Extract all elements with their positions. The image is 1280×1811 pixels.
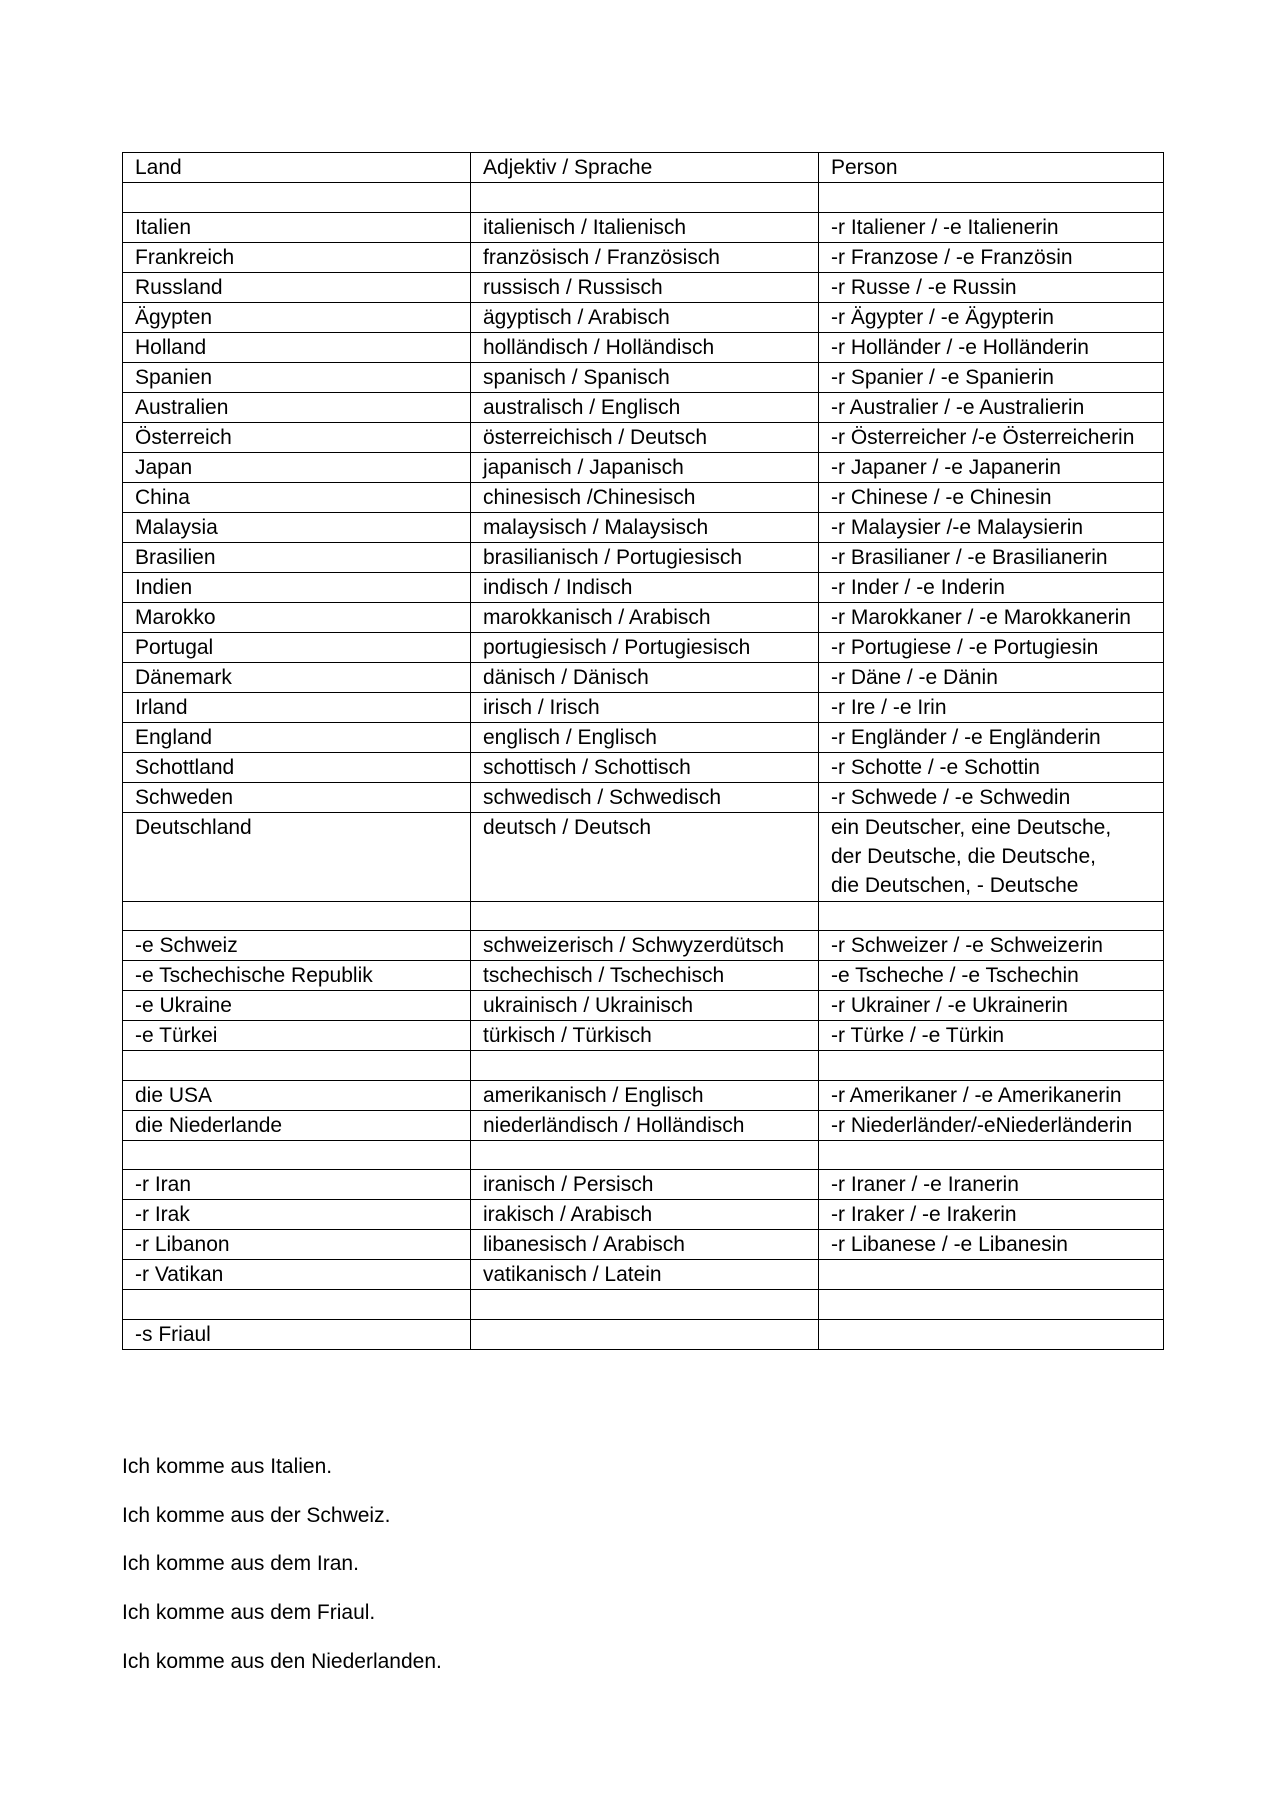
table-row (123, 961, 1164, 991)
table-row (123, 812, 1164, 901)
cell-person: -r Inder / -e Inderin (819, 572, 1164, 602)
person-line: ein Deutscher, eine Deutsche, (831, 815, 1112, 839)
header-person: Person (819, 153, 1164, 183)
table-row (123, 482, 1164, 512)
cell-person: -r Marokkaner / -e Marokkanerin (819, 602, 1164, 632)
cell-adjective: irakisch / Arabisch (471, 1200, 819, 1230)
table-header-row (123, 153, 1164, 183)
table-row (123, 332, 1164, 362)
cell-adjective: ägyptisch / Arabisch (471, 302, 819, 332)
cell-adjective: spanisch / Spanisch (471, 362, 819, 392)
table-row (123, 542, 1164, 572)
cell-land: Malaysia (123, 512, 471, 542)
cell-adjective: iranisch / Persisch (471, 1170, 819, 1200)
table-row (123, 1290, 1164, 1320)
person-line: der Deutsche, die Deutsche, (831, 844, 1096, 868)
table-row (123, 183, 1164, 213)
header-adjective: Adjektiv / Sprache (471, 153, 819, 183)
cell-person: -r Brasilianer / -e Brasilianerin (819, 542, 1164, 572)
cell-adjective: russisch / Russisch (471, 272, 819, 302)
example-sentence: Ich komme aus Italien. (122, 1455, 333, 1478)
cell-adjective: libanesisch / Arabisch (471, 1230, 819, 1260)
cell-land: Schottland (123, 752, 471, 782)
cell-adjective: portugiesisch / Portugiesisch (471, 632, 819, 662)
cell-land: Brasilien (123, 542, 471, 572)
cell-adjective: amerikanisch / Englisch (471, 1080, 819, 1110)
cell-land: -e Schweiz (123, 931, 471, 961)
cell-land: Japan (123, 452, 471, 482)
cell-person: -r Franzose / -e Französin (819, 242, 1164, 272)
cell-land: -r Vatikan (123, 1260, 471, 1290)
cell-person: -r Russe / -e Russin (819, 272, 1164, 302)
cell-person: -r Iraker / -e Irakerin (819, 1200, 1164, 1230)
cell-adjective: deutsch / Deutsch (471, 812, 819, 901)
table-row (123, 452, 1164, 482)
cell-person (819, 1140, 1164, 1170)
cell-person: -r Schweizer / -e Schweizerin (819, 931, 1164, 961)
cell-land: -e Ukraine (123, 991, 471, 1021)
cell-person: -r Österreicher /-e Österreicherin (819, 422, 1164, 452)
example-sentence: Ich komme aus den Niederlanden. (122, 1649, 442, 1673)
cell-adjective: brasilianisch / Portugiesisch (471, 542, 819, 572)
cell-person: -e Tscheche / -e Tschechin (819, 961, 1164, 991)
cell-land: die USA (123, 1080, 471, 1110)
cell-adjective: indisch / Indisch (471, 572, 819, 602)
cell-land: Australien (123, 392, 471, 422)
cell-land: Frankreich (123, 242, 471, 272)
cell-adjective: niederländisch / Holländisch (471, 1110, 819, 1140)
cell-land: Ägypten (123, 302, 471, 332)
cell-land: Marokko (123, 602, 471, 632)
cell-adjective (471, 901, 819, 931)
cell-land: die Niederlande (123, 1110, 471, 1140)
cell-person: -r Schwede / -e Schwedin (819, 782, 1164, 812)
table-row (123, 692, 1164, 722)
table-row (123, 782, 1164, 812)
cell-person (819, 1051, 1164, 1081)
table-row (123, 1051, 1164, 1081)
cell-adjective: schwedisch / Schwedisch (471, 782, 819, 812)
cell-person: -r Italiener / -e Italienerin (819, 212, 1164, 242)
table-row (123, 1200, 1164, 1230)
cell-person: -r Ukrainer / -e Ukrainerin (819, 991, 1164, 1021)
cell-person: -r Malaysier /-e Malaysierin (819, 512, 1164, 542)
cell-adjective: italienisch / Italienisch (471, 212, 819, 242)
cell-land: Russland (123, 272, 471, 302)
example-sentences (122, 1452, 1022, 1695)
cell-land: Irland (123, 692, 471, 722)
cell-land: Holland (123, 332, 471, 362)
cell-person: -r Engländer / -e Engländerin (819, 722, 1164, 752)
cell-land: China (123, 482, 471, 512)
cell-land: Portugal (123, 632, 471, 662)
cell-person: -r Niederländer/-eNiederländerin (819, 1110, 1164, 1140)
cell-land: -e Türkei (123, 1021, 471, 1051)
cell-land: Österreich (123, 422, 471, 452)
cell-person (819, 1319, 1164, 1349)
table-row (123, 602, 1164, 632)
cell-person: -r Ire / -e Irin (819, 692, 1164, 722)
example-sentence: Ich komme aus dem Friaul. (122, 1601, 376, 1625)
cell-land: -r Iran (123, 1170, 471, 1200)
table-row (123, 272, 1164, 302)
cell-adjective: japanisch / Japanisch (471, 452, 819, 482)
table-row (123, 1260, 1164, 1290)
table-row (123, 752, 1164, 782)
cell-adjective: französisch / Französisch (471, 242, 819, 272)
cell-land (123, 1140, 471, 1170)
table-row (123, 662, 1164, 692)
cell-adjective (471, 1319, 819, 1349)
cell-adjective: holländisch / Holländisch (471, 332, 819, 362)
table-row (123, 991, 1164, 1021)
table-row (123, 1080, 1164, 1110)
cell-adjective: marokkanisch / Arabisch (471, 602, 819, 632)
table-row (123, 302, 1164, 332)
cell-person: -r Holländer / -e Holländerin (819, 332, 1164, 362)
cell-person: -r Ägypter / -e Ägypterin (819, 302, 1164, 332)
cell-land: Deutschland (123, 812, 471, 901)
table-row (123, 1110, 1164, 1140)
cell-person (819, 901, 1164, 931)
cell-person: -r Türke / -e Türkin (819, 1021, 1164, 1051)
cell-adjective: malaysisch / Malaysisch (471, 512, 819, 542)
cell-adjective: tschechisch / Tschechisch (471, 961, 819, 991)
table-row (123, 242, 1164, 272)
cell-land: -r Irak (123, 1200, 471, 1230)
table-row (123, 901, 1164, 931)
table-row (123, 722, 1164, 752)
table-row (123, 1319, 1164, 1349)
cell-adjective: schottisch / Schottisch (471, 752, 819, 782)
cell-adjective (471, 1140, 819, 1170)
cell-person: -r Libanese / -e Libanesin (819, 1230, 1164, 1260)
cell-person: -r Iraner / -e Iranerin (819, 1170, 1164, 1200)
cell-land: Spanien (123, 362, 471, 392)
cell-adjective (471, 183, 819, 213)
table-row (123, 1170, 1164, 1200)
table-row (123, 392, 1164, 422)
table-row (123, 512, 1164, 542)
cell-adjective: türkisch / Türkisch (471, 1021, 819, 1051)
example-sentence: Ich komme aus dem Iran. (122, 1552, 359, 1576)
cell-person: -r Däne / -e Dänin (819, 662, 1164, 692)
cell-land (123, 1051, 471, 1081)
header-land: Land (123, 153, 471, 183)
cell-adjective: vatikanisch / Latein (471, 1260, 819, 1290)
cell-land: -s Friaul (123, 1319, 471, 1349)
table-row (123, 212, 1164, 242)
person-line: die Deutschen, - Deutsche (831, 873, 1079, 897)
table-row (123, 422, 1164, 452)
cell-adjective (471, 1290, 819, 1320)
table-row (123, 362, 1164, 392)
cell-land (123, 1290, 471, 1320)
cell-person: -r Portugiese / -e Portugiesin (819, 632, 1164, 662)
cell-person: -r Australier / -e Australierin (819, 392, 1164, 422)
cell-land: England (123, 722, 471, 752)
cell-person: -r Chinese / -e Chinesin (819, 482, 1164, 512)
cell-person (819, 1260, 1164, 1290)
cell-adjective: schweizerisch / Schwyzerdütsch (471, 931, 819, 961)
cell-adjective: australisch / Englisch (471, 392, 819, 422)
cell-land: Indien (123, 572, 471, 602)
table-row (123, 1230, 1164, 1260)
cell-adjective: ukrainisch / Ukrainisch (471, 991, 819, 1021)
cell-person: -r Schotte / -e Schottin (819, 752, 1164, 782)
cell-person: -r Amerikaner / -e Amerikanerin (819, 1080, 1164, 1110)
cell-person (819, 812, 1164, 901)
cell-person (819, 1290, 1164, 1320)
table-row (123, 1021, 1164, 1051)
table-row (123, 572, 1164, 602)
vocabulary-table-container (122, 152, 1164, 1350)
cell-person: -r Spanier / -e Spanierin (819, 362, 1164, 392)
cell-land: -r Libanon (123, 1230, 471, 1260)
cell-adjective (471, 1051, 819, 1081)
cell-adjective: dänisch / Dänisch (471, 662, 819, 692)
cell-adjective: österreichisch / Deutsch (471, 422, 819, 452)
cell-land: Dänemark (123, 662, 471, 692)
cell-adjective: englisch / Englisch (471, 722, 819, 752)
cell-adjective: irisch / Irisch (471, 692, 819, 722)
cell-land (123, 901, 471, 931)
cell-adjective: chinesisch /Chinesisch (471, 482, 819, 512)
cell-person (819, 183, 1164, 213)
table-row (123, 931, 1164, 961)
table-row (123, 632, 1164, 662)
cell-person: -r Japaner / -e Japanerin (819, 452, 1164, 482)
cell-land: Schweden (123, 782, 471, 812)
cell-land: -e Tschechische Republik (123, 961, 471, 991)
countries-table (122, 152, 1164, 1350)
cell-land: Italien (123, 212, 471, 242)
example-sentence: Ich komme aus der Schweiz. (122, 1503, 391, 1527)
cell-land (123, 183, 471, 213)
table-row (123, 1140, 1164, 1170)
